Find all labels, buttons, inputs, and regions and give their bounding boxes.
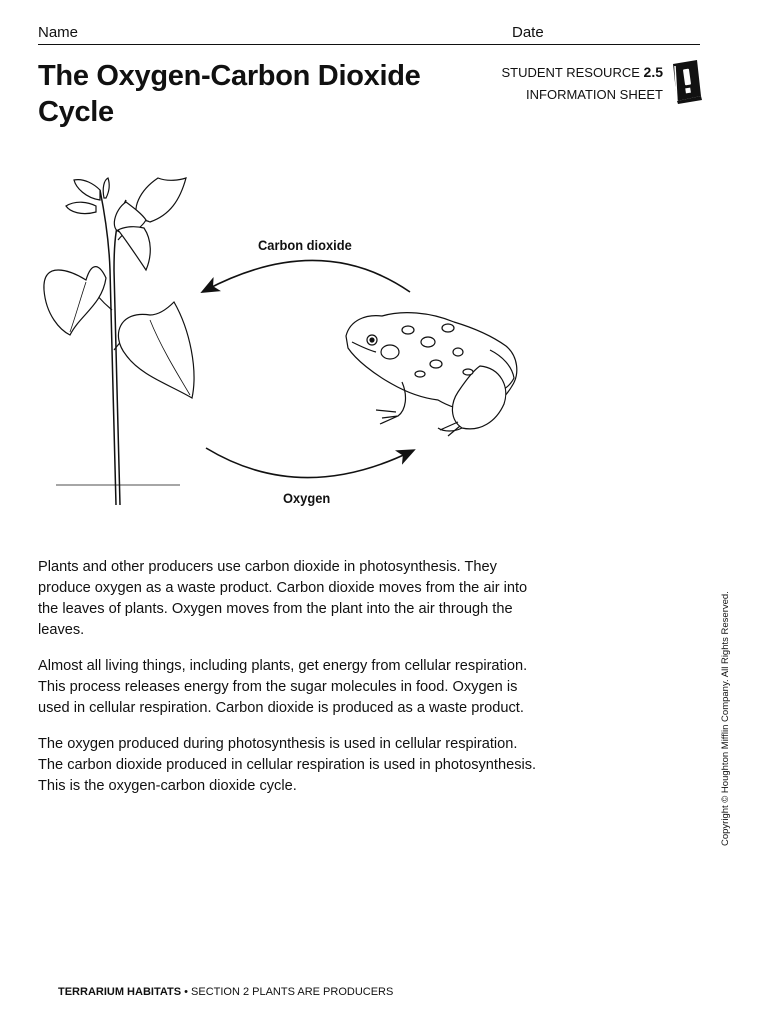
page-title: The Oxygen-Carbon Dioxide Cycle <box>38 60 421 128</box>
body-text <box>38 557 538 812</box>
paragraph-respiration: Almost all living things, including plants, get energy from cellular respiration. This process releases energy from the sugar molecules in food. Oxygen is used in cellular respiration. Carbon dioxide is produced as a waste product. <box>38 658 528 716</box>
paragraph-cycle: The oxygen produced during photosynthesis is used in cellular respiration. The carbon dioxide produced in cellular respiration is used in photosynthesis. This is the oxygen-carbon dioxide cycle. <box>38 736 537 794</box>
date-label: Date <box>512 24 544 41</box>
book-exclamation-icon <box>669 58 705 104</box>
oxygen-arrow <box>206 448 410 478</box>
copyright-notice: Copyright © Houghton Mifflin Company. All Rights Reserved. <box>720 591 731 846</box>
resource-label: STUDENT RESOURCE <box>501 65 640 80</box>
page-footer <box>58 986 393 998</box>
footer-bullet: • <box>184 986 188 998</box>
resource-tag <box>480 61 663 106</box>
name-date-line <box>38 24 700 45</box>
footer-section: SECTION 2 PLANTS ARE PRODUCERS <box>191 986 394 998</box>
footer-series: TERRARIUM HABITATS <box>58 986 182 998</box>
oxygen-label: Oxygen <box>283 490 331 506</box>
carbon-dioxide-arrow <box>206 260 410 292</box>
plant-illustration <box>44 178 194 505</box>
resource-type: INFORMATION SHEET <box>526 87 663 102</box>
name-label: Name <box>38 24 79 41</box>
carbon-dioxide-label: Carbon dioxide <box>258 237 352 253</box>
cycle-diagram <box>30 160 550 520</box>
paragraph-photosynthesis: Plants and other producers use carbon dioxide in photosynthesis. They produce oxygen as a waste product. Carbon dioxide moves from the air into the leaves of plants. Oxygen moves from the plant into the air through the leaves. <box>38 559 528 638</box>
frog-illustration <box>346 313 517 436</box>
resource-number: 2.5 <box>643 64 663 80</box>
